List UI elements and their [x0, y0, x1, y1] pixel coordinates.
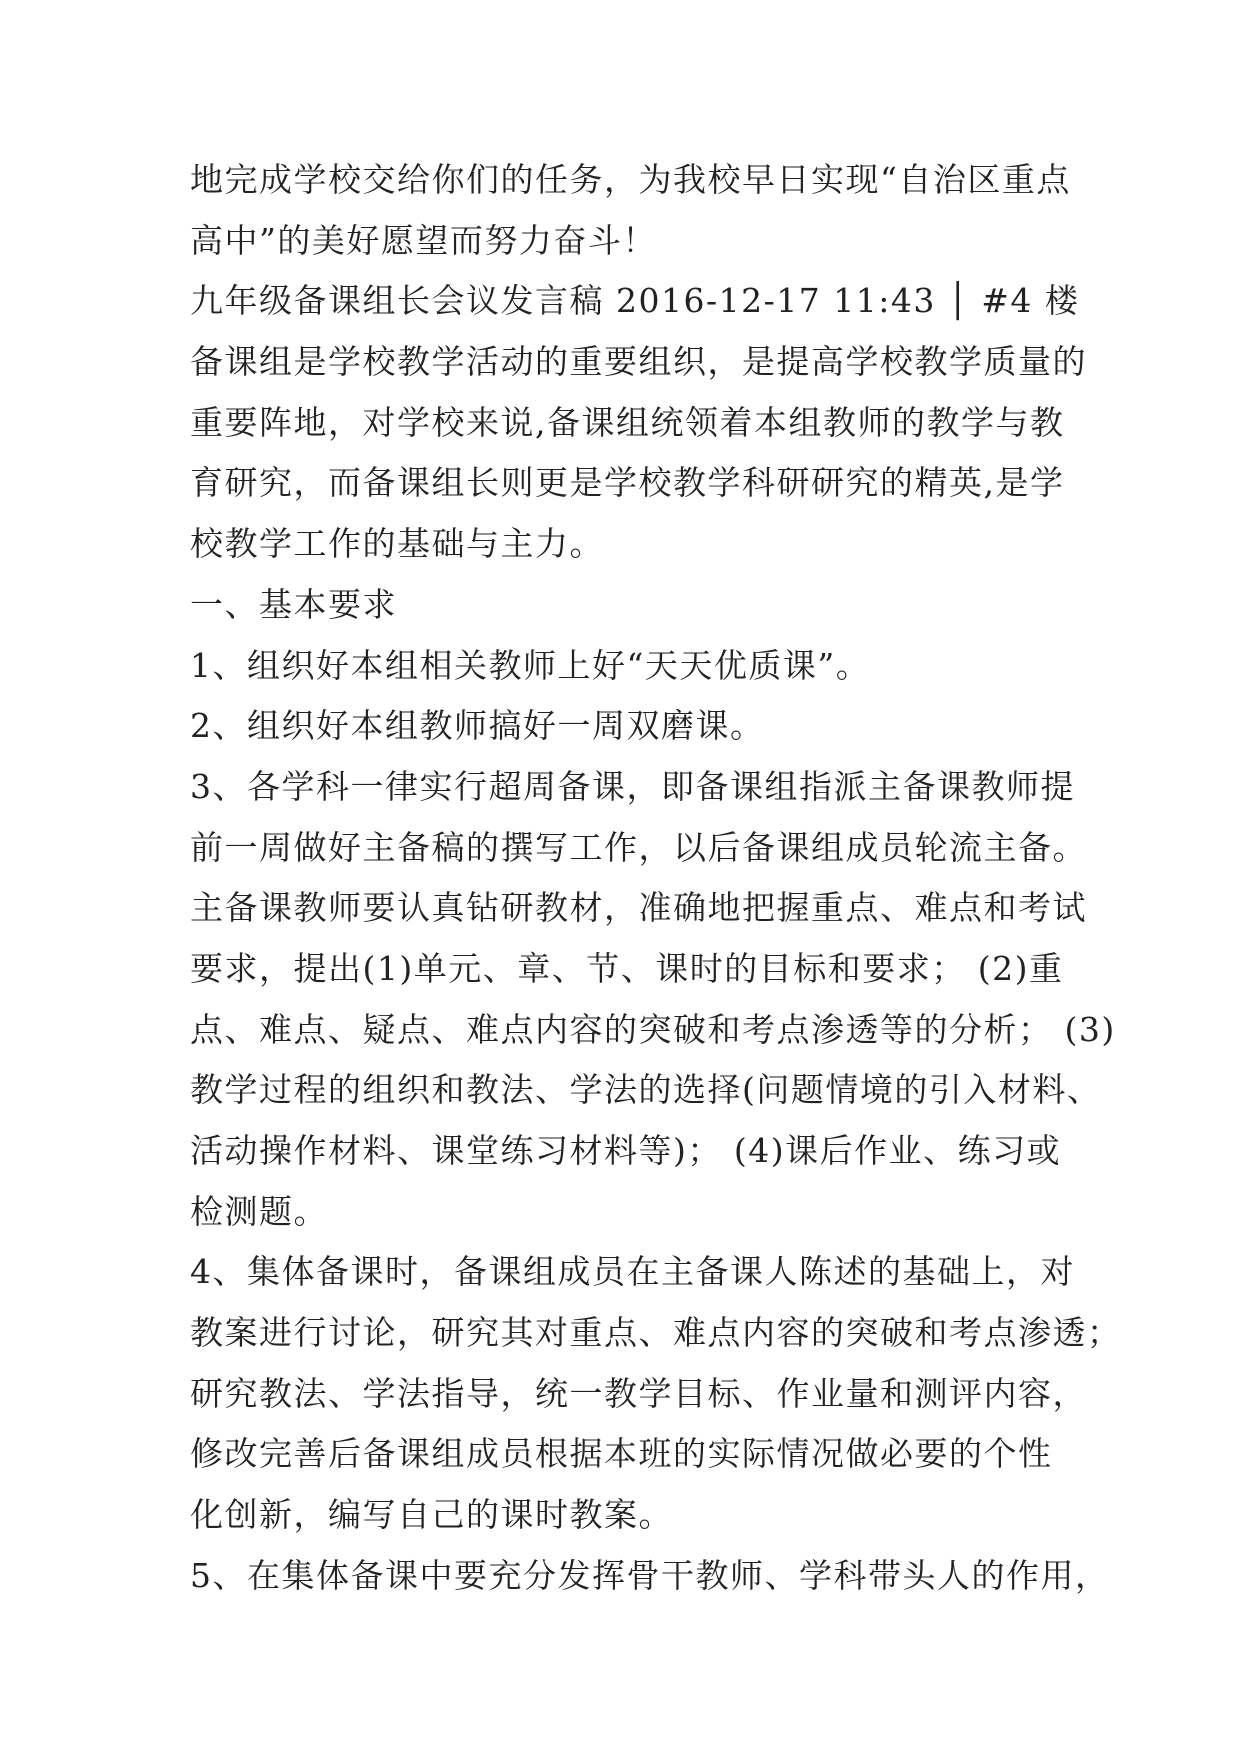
- text-line: 前一周做好主备稿的撰写工作，以后备课组成员轮流主备。: [190, 827, 1087, 867]
- text-line: 化创新，编写自己的课时教案。: [190, 1495, 673, 1535]
- post-header-line: 九年级备课组长会议发言稿 2016-12-17 11:43 │ #4 楼: [190, 281, 1080, 321]
- text-line: 地完成学校交给你们的任务，为我校早日实现“自治区重点: [190, 160, 1071, 199]
- text-line: 修改完善后备课组成员根据本班的实际情况做必要的个性: [190, 1434, 1053, 1474]
- section-heading: 一、基本要求: [190, 584, 397, 624]
- text-line: 5、在集体备课中要充分发挥骨干教师、学科带头人的作用，: [190, 1555, 1110, 1595]
- text-line: 教学过程的组织和教法、学法的选择(问题情境的引入材料、: [190, 1070, 1102, 1110]
- text-line: 教案进行讨论，研究其对重点、难点内容的突破和考点渗透；: [190, 1313, 1122, 1353]
- text-line: 活动操作材料、课堂练习材料等)； (4)课后作业、练习或: [190, 1131, 1062, 1170]
- text-line: 1、组织好本组相关教师上好“天天优质课”。: [190, 645, 871, 685]
- text-line: 育研究，而备课组长则更是学校教学科研研究的精英,是学: [190, 463, 1065, 503]
- text-line: 高中”的美好愿望而努力奋斗！: [190, 220, 657, 260]
- text-line: 4、集体备课时，备课组成员在主备课人陈述的基础上，对: [190, 1252, 1075, 1292]
- document-page: [190, 150, 1122, 1607]
- text-line: 重要阵地，对学校来说,备课组统领着本组教师的教学与教: [190, 402, 1065, 442]
- text-line: 主备课教师要认真钻研教材，准确地把握重点、难点和考试: [190, 888, 1087, 928]
- text-line: 检测题。: [190, 1191, 328, 1231]
- text-line: 点、难点、疑点、难点内容的突破和考点渗透等的分析； (3): [190, 1009, 1116, 1049]
- text-line: 研究教法、学法指导，统一教学目标、作业量和测评内容，: [190, 1373, 1087, 1413]
- text-line: 要求，提出(1)单元、章、节、课时的目标和要求； (2)重: [190, 948, 1064, 988]
- text-line: 2、组织好本组教师搞好一周双磨课。: [190, 706, 765, 746]
- text-line: 校教学工作的基础与主力。: [190, 524, 604, 564]
- text-line: 备课组是学校教学活动的重要组织，是提高学校教学质量的: [190, 342, 1087, 382]
- text-line: 3、各学科一律实行超周备课，即备课组指派主备课教师提: [190, 766, 1075, 806]
